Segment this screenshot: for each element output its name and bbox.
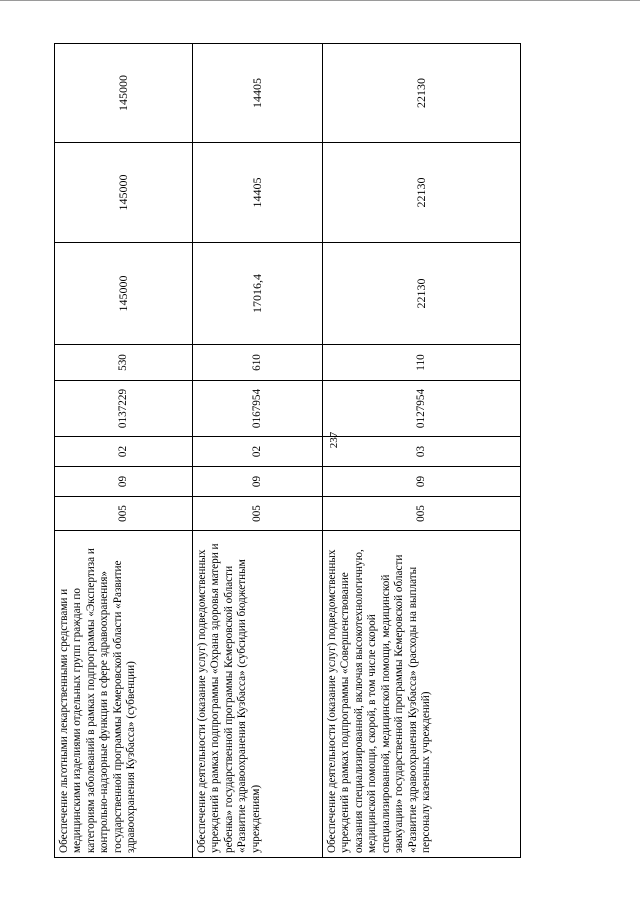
- expense-type-code: 530: [55, 345, 193, 381]
- table-row: [55, 44, 193, 858]
- row-description: Обеспечение деятельности (оказание услуг) подведомственных учреждений в рамках подпрограммы «Охрана здоровья матери и ребенка» государственной программы Кемеровской области «Развитие здравоохранения Кузбасса» (субсидии бюджетным учреждениям): [193, 531, 323, 858]
- section-code: 09: [193, 467, 323, 497]
- amount-year-2: 145000: [55, 143, 193, 243]
- expense-type-code: 610: [193, 345, 323, 381]
- top-rule: [0, 0, 640, 1]
- target-article-code: 0137229: [55, 381, 193, 437]
- amount-year-1: 17016,4: [193, 243, 323, 345]
- subsection-code: 02: [55, 437, 193, 467]
- row-description: Обеспечение льготными лекарственными средствами и медицинскими изделиями отдельных групп граждан по категориям заболеваний в рамках подпрограммы «Экспертиза и контрольно-надзорные функции в сфере здравоохранения» государственной программы Кемеровской области «Развитие здравоохранения Кузбасса» (субвенции): [55, 531, 193, 858]
- ministry-code: 005: [193, 497, 323, 531]
- expense-type-code: 110: [323, 345, 521, 381]
- rotated-page: [54, 44, 520, 858]
- amount-year-2: 22130: [323, 143, 521, 243]
- table-row: [193, 44, 323, 858]
- subsection-code: 02: [193, 437, 323, 467]
- amount-year-3: 14405: [193, 44, 323, 143]
- budget-table: [54, 43, 521, 858]
- table-row: [323, 44, 521, 858]
- target-article-code: 0127954: [323, 381, 521, 437]
- amount-year-3: 145000: [55, 44, 193, 143]
- amount-year-2: 14405: [193, 143, 323, 243]
- amount-year-1: 22130: [323, 243, 521, 345]
- ministry-code: 005: [55, 497, 193, 531]
- amount-year-3: 22130: [323, 44, 521, 143]
- subsection-code: 03: [323, 437, 521, 467]
- page-number: 237: [328, 431, 340, 449]
- amount-year-1: 145000: [55, 243, 193, 345]
- section-code: 09: [55, 467, 193, 497]
- ministry-code: 005: [323, 497, 521, 531]
- target-article-code: 0167954: [193, 381, 323, 437]
- section-code: 09: [323, 467, 521, 497]
- row-description: Обеспечение деятельности (оказание услуг) подведомственных учреждений в рамках подпрограммы «Совершенствование оказания специализированной, включая высокотехнологичную, медицинской помощи, скорой, в том числе скорой специализированной, медицинской помощи, медицинской эвакуации» государственной программы Кемеровской области «Развитие здравоохранения Кузбасса» (расходы на выплаты персоналу казенных учреждений): [323, 531, 521, 858]
